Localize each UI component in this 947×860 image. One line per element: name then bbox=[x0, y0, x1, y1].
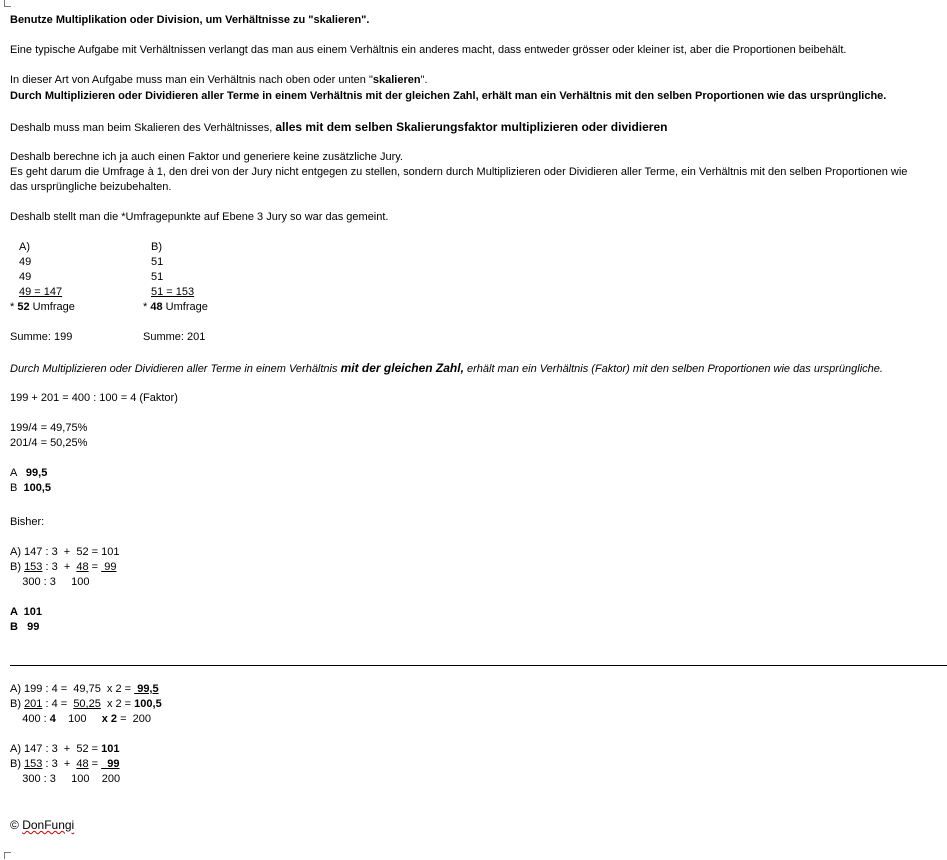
section2-sum: 400 : 4 100 x 2 = 200 bbox=[10, 713, 151, 725]
horizontal-divider bbox=[10, 665, 947, 666]
table-a-survey: * 52 Umfrage bbox=[10, 301, 75, 313]
paragraph-scaling: In dieser Art von Aufgabe muss man ein Verhältnis nach oben oder unten "skalieren". bbox=[10, 74, 428, 86]
bisher-a: A) 147 : 3 + 52 = 101 bbox=[10, 546, 120, 558]
table-b-sum: Summe: 201 bbox=[143, 331, 206, 343]
table-b-survey: * 48 Umfrage bbox=[143, 301, 208, 313]
table-a-row-2: 49 bbox=[19, 271, 32, 283]
bisher-label: Bisher: bbox=[10, 516, 45, 528]
bisher-sum: 300 : 3 100 bbox=[10, 576, 90, 588]
final-b: B 99 bbox=[10, 621, 40, 633]
italic-rule: Durch Multiplizieren oder Dividieren aller Terme in einem Verhältnis mit der gleichen Zahl, erhält man ein Verhältnis (Faktor) mit den selben Proportionen wie das ursprüngliche. bbox=[10, 361, 883, 375]
copyright-symbol: © bbox=[10, 818, 19, 832]
paragraph-scaling-rule: Durch Multiplizieren oder Dividieren aller Terme in einem Verhältnis mit der gleichen Zahl, erhält man ein Verhältnis mit den selben Proportionen wie das ursprüngliche. bbox=[10, 90, 887, 102]
paragraph-explanation-2: Es geht darum die Umfrage à 1, den drei von der Jury nicht entgegen zu stellen, sondern durch Multiplizieren oder Dividieren aller Terme, ein Verhältnis mit den selben Proportionen wie bbox=[10, 166, 908, 178]
section3-sum: 300 : 3 100 200 bbox=[10, 773, 121, 785]
copyright-author: DonFungi bbox=[22, 818, 75, 832]
paragraph-intro: Eine typische Aufgabe mit Verhältnissen verlangt das man aus einem Verhältnis ein anderes macht, dass entweder grösser oder kleiner ist, aber die Proportionen beibehält. bbox=[10, 44, 847, 56]
section3-a: A) 147 : 3 + 52 = 101 bbox=[10, 743, 120, 755]
page-corner-mark-bottom bbox=[4, 852, 11, 859]
page-corner-mark-top bbox=[4, 0, 11, 7]
result-a: A 99,5 bbox=[10, 467, 48, 479]
section3-b: B) 153 : 3 + 48 = 99 bbox=[10, 758, 120, 770]
bisher-b: B) 153 : 3 + 48 = 99 bbox=[10, 561, 117, 573]
table-b-row-1: 51 bbox=[151, 256, 164, 268]
section2-a: A) 199 : 4 = 49,75 x 2 = 99,5 bbox=[10, 683, 159, 695]
paragraph-survey: Deshalb stellt man die *Umfragepunkte auf Ebene 3 Jury so war das gemeint. bbox=[10, 211, 389, 223]
table-a-sum: Summe: 199 bbox=[10, 331, 73, 343]
paragraph-factor: Deshalb muss man beim Skalieren des Verhältnisses, alles mit dem selben Skalierungsfaktor multiplizieren oder dividieren bbox=[10, 120, 668, 134]
table-a-total: 49 = 147 bbox=[19, 286, 63, 298]
table-a-header: A) bbox=[19, 241, 30, 253]
calc-b-percent: 201/4 = 50,25% bbox=[10, 437, 88, 449]
final-a: A 101 bbox=[10, 606, 43, 618]
paragraph-explanation-3: das ursprüngliche beizubehalten. bbox=[10, 181, 172, 193]
table-b-row-2: 51 bbox=[151, 271, 164, 283]
copyright bbox=[10, 818, 74, 833]
table-a-row-1: 49 bbox=[19, 256, 32, 268]
heading: Benutze Multiplikation oder Division, um Verhältnisse zu "skalieren". bbox=[10, 14, 370, 26]
section2-b: B) 201 : 4 = 50,25 x 2 = 100,5 bbox=[10, 698, 162, 710]
calc-a-percent: 199/4 = 49,75% bbox=[10, 422, 88, 434]
calc-factor: 199 + 201 = 400 : 100 = 4 (Faktor) bbox=[10, 392, 178, 404]
table-b-header: B) bbox=[151, 241, 162, 253]
result-b: B 100,5 bbox=[10, 482, 51, 494]
paragraph-explanation-1: Deshalb berechne ich ja auch einen Faktor und generiere keine zusätzliche Jury. bbox=[10, 151, 403, 163]
table-b-total: 51 = 153 bbox=[151, 286, 195, 298]
